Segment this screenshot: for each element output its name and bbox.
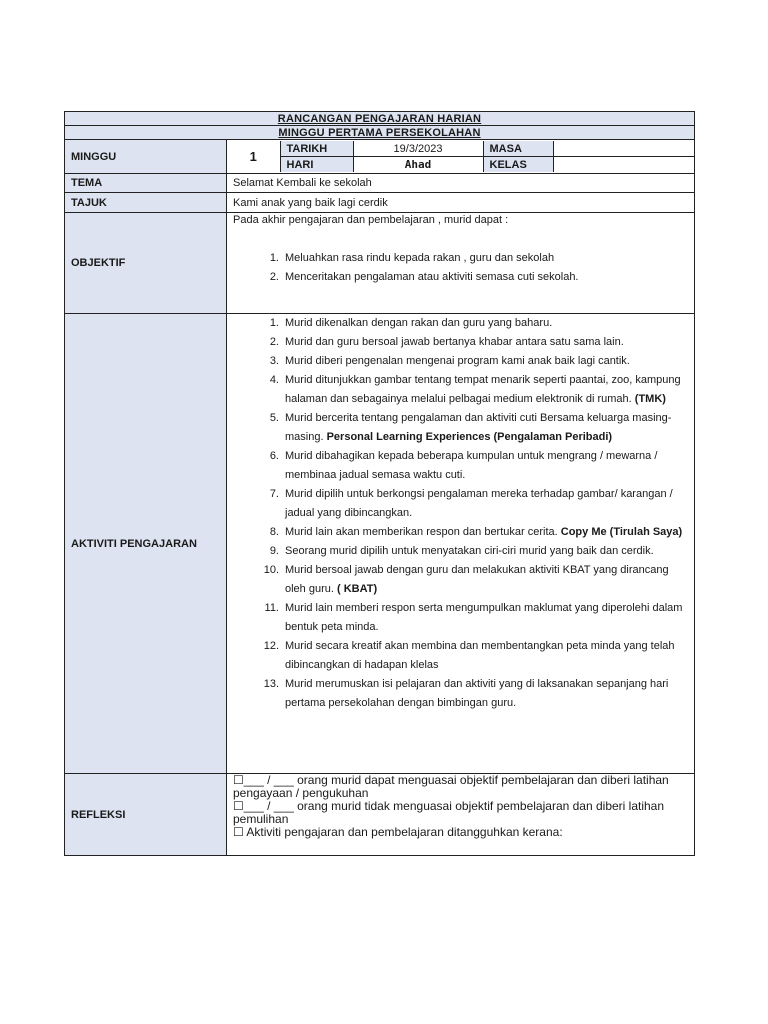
- minggu-label: MINGGU: [65, 140, 227, 174]
- aktiviti-cell: [227, 314, 695, 774]
- rph-table: [64, 111, 695, 856]
- list-text: Murid dan guru bersoal jawab bertanya khabar antara satu sama lain.: [285, 336, 624, 348]
- tema-label: TEMA: [65, 174, 227, 193]
- list-number: 1.: [269, 252, 279, 264]
- list-text: Seorang murid dipilih untuk menyatakan ciri-ciri murid yang baik dan cerdik.: [285, 545, 654, 557]
- objektif-cell: [227, 213, 695, 314]
- list-text: Murid merumuskan isi pelajaran dan aktiviti yang di laksanakan sepanjang hari pertama persekolahan dengan bimbingan guru.: [285, 678, 669, 709]
- list-item: [233, 249, 688, 268]
- list-number: 2.: [269, 336, 279, 348]
- list-item: [233, 599, 688, 637]
- list-item: [233, 675, 688, 713]
- list-bold-text: Copy Me (Tirulah Saya): [560, 526, 683, 538]
- list-number: 7.: [269, 488, 279, 500]
- list-item: [233, 409, 688, 447]
- tarikh-value: 19/3/2023: [353, 141, 483, 157]
- list-number: 2.: [269, 271, 279, 283]
- list-item: [233, 352, 688, 371]
- tarikh-label: TARIKH: [280, 141, 353, 157]
- list-number: 8.: [269, 526, 279, 538]
- list-text: Murid diberi pengenalan mengenai program kami anak baik lagi cantik.: [285, 355, 630, 367]
- tajuk-label: TAJUK: [65, 193, 227, 213]
- masa-label: MASA: [483, 141, 553, 157]
- list-text: Murid ditunjukkan gambar tentang tempat menarik seperti paantai, zoo, kampung halaman dan sebagainya melalui pelbagai medium elektronik di rumah.: [285, 374, 681, 405]
- list-text: Murid bercerita tentang pengalaman dan aktiviti cuti Bersama keluarga masing-masing.: [285, 412, 672, 443]
- title-minggu-pertama: MINGGU PERTAMA PERSEKOLAHAN: [65, 126, 695, 140]
- objektif-list: [233, 249, 688, 287]
- list-item: [233, 523, 688, 542]
- list-text: Murid bersoal jawab dengan guru dan melakukan aktiviti KBAT yang dirancang oleh guru.: [285, 564, 669, 595]
- list-number: 5.: [269, 412, 279, 424]
- list-item: [233, 542, 688, 561]
- aktiviti-list: [233, 314, 688, 713]
- list-bold-text: ( KBAT): [337, 583, 378, 595]
- list-number: 11.: [264, 602, 279, 614]
- list-text: Murid secara kreatif akan membina dan membentangkan peta minda yang telah dibincangkan di hadapan klelas: [285, 640, 675, 671]
- objektif-label: OBJEKTIF: [65, 213, 227, 314]
- list-number: 6.: [269, 450, 279, 462]
- list-text: Murid lain memberi respon serta mengumpulkan maklumat yang diperolehi dalam bentuk peta minda.: [285, 602, 683, 633]
- list-number: 4.: [269, 374, 279, 386]
- list-text: Meluahkan rasa rindu kepada rakan , guru dan sekolah: [285, 252, 555, 264]
- objektif-intro: Pada akhir pengajaran dan pembelajaran , murid dapat :: [233, 214, 509, 226]
- list-item: [233, 333, 688, 352]
- kelas-value: [553, 157, 694, 173]
- refleksi-label: REFLEKSI: [65, 774, 227, 856]
- tema-value: Selamat Kembali ke sekolah: [227, 174, 695, 193]
- minggu-value: 1: [227, 141, 280, 172]
- kelas-label: KELAS: [483, 157, 553, 173]
- list-number: 12.: [263, 640, 279, 652]
- list-text: Murid lain akan memberikan respon dan bertukar cerita.: [285, 526, 558, 538]
- list-number: 3.: [269, 355, 279, 367]
- list-bold-text: (TMK): [634, 393, 666, 405]
- list-item: [233, 485, 688, 523]
- hari-label: HARI: [280, 157, 353, 173]
- refleksi-line: ☐___ / ___ orang murid dapat menguasai objektif pembelajaran dan diberi latihan pengayaan / pengukuhan: [233, 773, 669, 800]
- tajuk-value: Kami anak yang baik lagi cerdik: [227, 193, 695, 213]
- list-item: [233, 314, 688, 333]
- list-text: Murid dipilih untuk berkongsi pengalaman mereka terhadap gambar/ karangan / jadual yang dibincangkan.: [285, 488, 673, 519]
- meta-cell: [227, 140, 695, 174]
- list-item: [233, 447, 688, 485]
- masa-value: [553, 141, 694, 157]
- list-number: 10.: [263, 564, 279, 576]
- list-item: [233, 268, 688, 287]
- refleksi-line: ☐___ / ___ orang murid tidak menguasai objektif pembelajaran dan diberi latihan pemulihan: [233, 799, 665, 826]
- list-number: 13.: [263, 678, 279, 690]
- list-item: [233, 561, 688, 599]
- list-number: 1.: [269, 317, 279, 329]
- refleksi-cell: [227, 774, 695, 856]
- title-rancangan: RANCANGAN PENGAJARAN HARIAN: [65, 112, 695, 126]
- list-bold-text: Personal Learning Experiences (Pengalaman Peribadi): [326, 431, 613, 443]
- list-item: [233, 637, 688, 675]
- meta-inner-table: [227, 141, 694, 172]
- aktiviti-label: AKTIVITI PENGAJARAN: [65, 314, 227, 774]
- refleksi-line: ☐ Aktiviti pengajaran dan pembelajaran ditangguhkan kerana:: [233, 825, 563, 839]
- list-item: [233, 371, 688, 409]
- list-text: Menceritakan pengalaman atau aktiviti semasa cuti sekolah.: [285, 271, 579, 283]
- hari-value: Ahad: [353, 157, 483, 173]
- list-number: 9.: [269, 545, 279, 557]
- list-text: Murid dibahagikan kepada beberapa kumpulan untuk mengrang / mewarna / membinaa jadual semasa waktu cuti.: [285, 450, 658, 481]
- list-text: Murid dikenalkan dengan rakan dan guru yang baharu.: [285, 317, 553, 329]
